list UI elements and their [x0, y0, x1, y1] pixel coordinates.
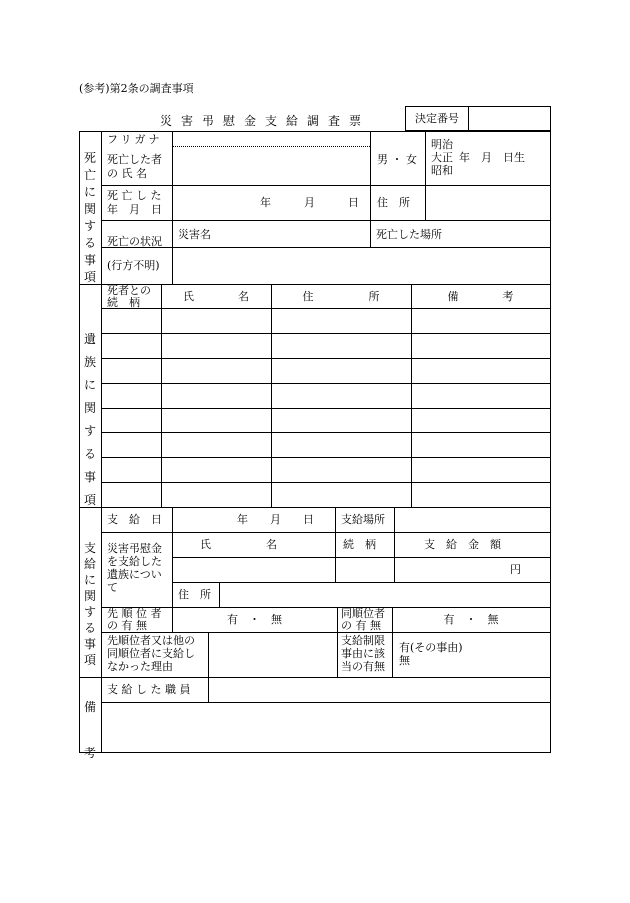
decision-number-label: 決定番号 [406, 107, 469, 130]
non-payment-reason-label-3: なかった理由 [107, 660, 173, 673]
deceased-name-label-2: の 氏 名 [107, 167, 147, 180]
era-taisho: 大正 [431, 151, 453, 164]
bereaved-label-1: 災害弔慰金 [107, 542, 162, 555]
payment-amount-header: 支 給 金 額 [424, 538, 501, 551]
prior-rank-label-2: の 有 無 [107, 619, 147, 632]
payee-relation-header: 続 柄 [343, 538, 376, 551]
family-address-header: 住 所 [302, 290, 380, 303]
form-title: 災害弔慰金支給調査票 [160, 114, 371, 128]
non-payment-reason-label-1: 先順位者又は他の [107, 634, 195, 647]
non-payment-reason-label-2: 同順位者に支給し [107, 647, 195, 660]
death-date-field[interactable]: 年 月 日 [260, 196, 359, 209]
prior-rank-label-1: 先 順 位 者 [107, 607, 162, 620]
payment-limit-yes[interactable]: 有(その事由) [399, 641, 463, 654]
family-remarks-header: 備 考 [447, 290, 514, 303]
section-remarks-heading: 備考 [83, 700, 96, 760]
pre-title: (参考)第2条の調査事項 [79, 82, 194, 95]
payment-date-field[interactable]: 年 月 日 [237, 513, 314, 526]
disaster-name-label: 災害名 [178, 228, 211, 241]
bereaved-label-3: 遺族につい [107, 568, 162, 581]
bereaved-label-4: て [107, 581, 118, 594]
furigana-label: フリガナ [107, 133, 163, 146]
payment-limit-label-1: 支給制限 [341, 634, 385, 647]
payee-name-header: 氏 名 [200, 538, 277, 551]
family-name-header: 氏 名 [183, 290, 249, 303]
death-status-label: 死亡の状況 [107, 235, 162, 248]
section-family-heading: 遺族に関する事項 [83, 332, 96, 507]
prior-rank-yes-no[interactable]: 有 ・ 無 [227, 613, 282, 626]
payee-address-label: 住 所 [178, 588, 211, 601]
payment-limit-no[interactable]: 無 [399, 654, 410, 667]
era-meiji: 明治 [431, 138, 453, 151]
yen-unit: 円 [510, 563, 521, 576]
death-place-label: 死亡した場所 [376, 228, 442, 241]
death-date-label-1: 死 亡 し た [107, 189, 162, 202]
staff-label: 支 給 し た 職 員 [107, 683, 191, 696]
same-rank-yes-no[interactable]: 有 ・ 無 [443, 613, 499, 626]
birth-date-field[interactable]: 年 月 日生 [459, 151, 525, 164]
bereaved-label-2: を支給した [107, 555, 162, 568]
section-death-heading: 死亡に関する事項 [83, 151, 96, 284]
payment-place-label: 支給場所 [341, 513, 385, 526]
death-address-label: 住 所 [377, 196, 410, 209]
missing-label: (行方不明) [107, 259, 160, 272]
payment-limit-label-3: 当の有無 [341, 660, 385, 673]
death-date-label-2: 年 月 日 [107, 203, 162, 216]
gender-field[interactable]: 男 ・ 女 [377, 153, 417, 166]
decision-number-box [405, 106, 551, 131]
payment-date-label: 支 給 日 [107, 513, 162, 526]
payment-limit-label-2: 事由に該 [341, 647, 385, 660]
deceased-name-label-1: 死亡した者 [107, 153, 162, 166]
relation-label-2: 続 柄 [107, 296, 140, 309]
same-rank-label-2: の 有 無 [341, 619, 381, 632]
era-showa: 昭和 [431, 164, 453, 177]
relation-label-1: 死者との [107, 284, 151, 297]
section-payment-heading: 支給に関する事項 [83, 541, 96, 667]
same-rank-label-1: 同順位者 [341, 607, 385, 620]
